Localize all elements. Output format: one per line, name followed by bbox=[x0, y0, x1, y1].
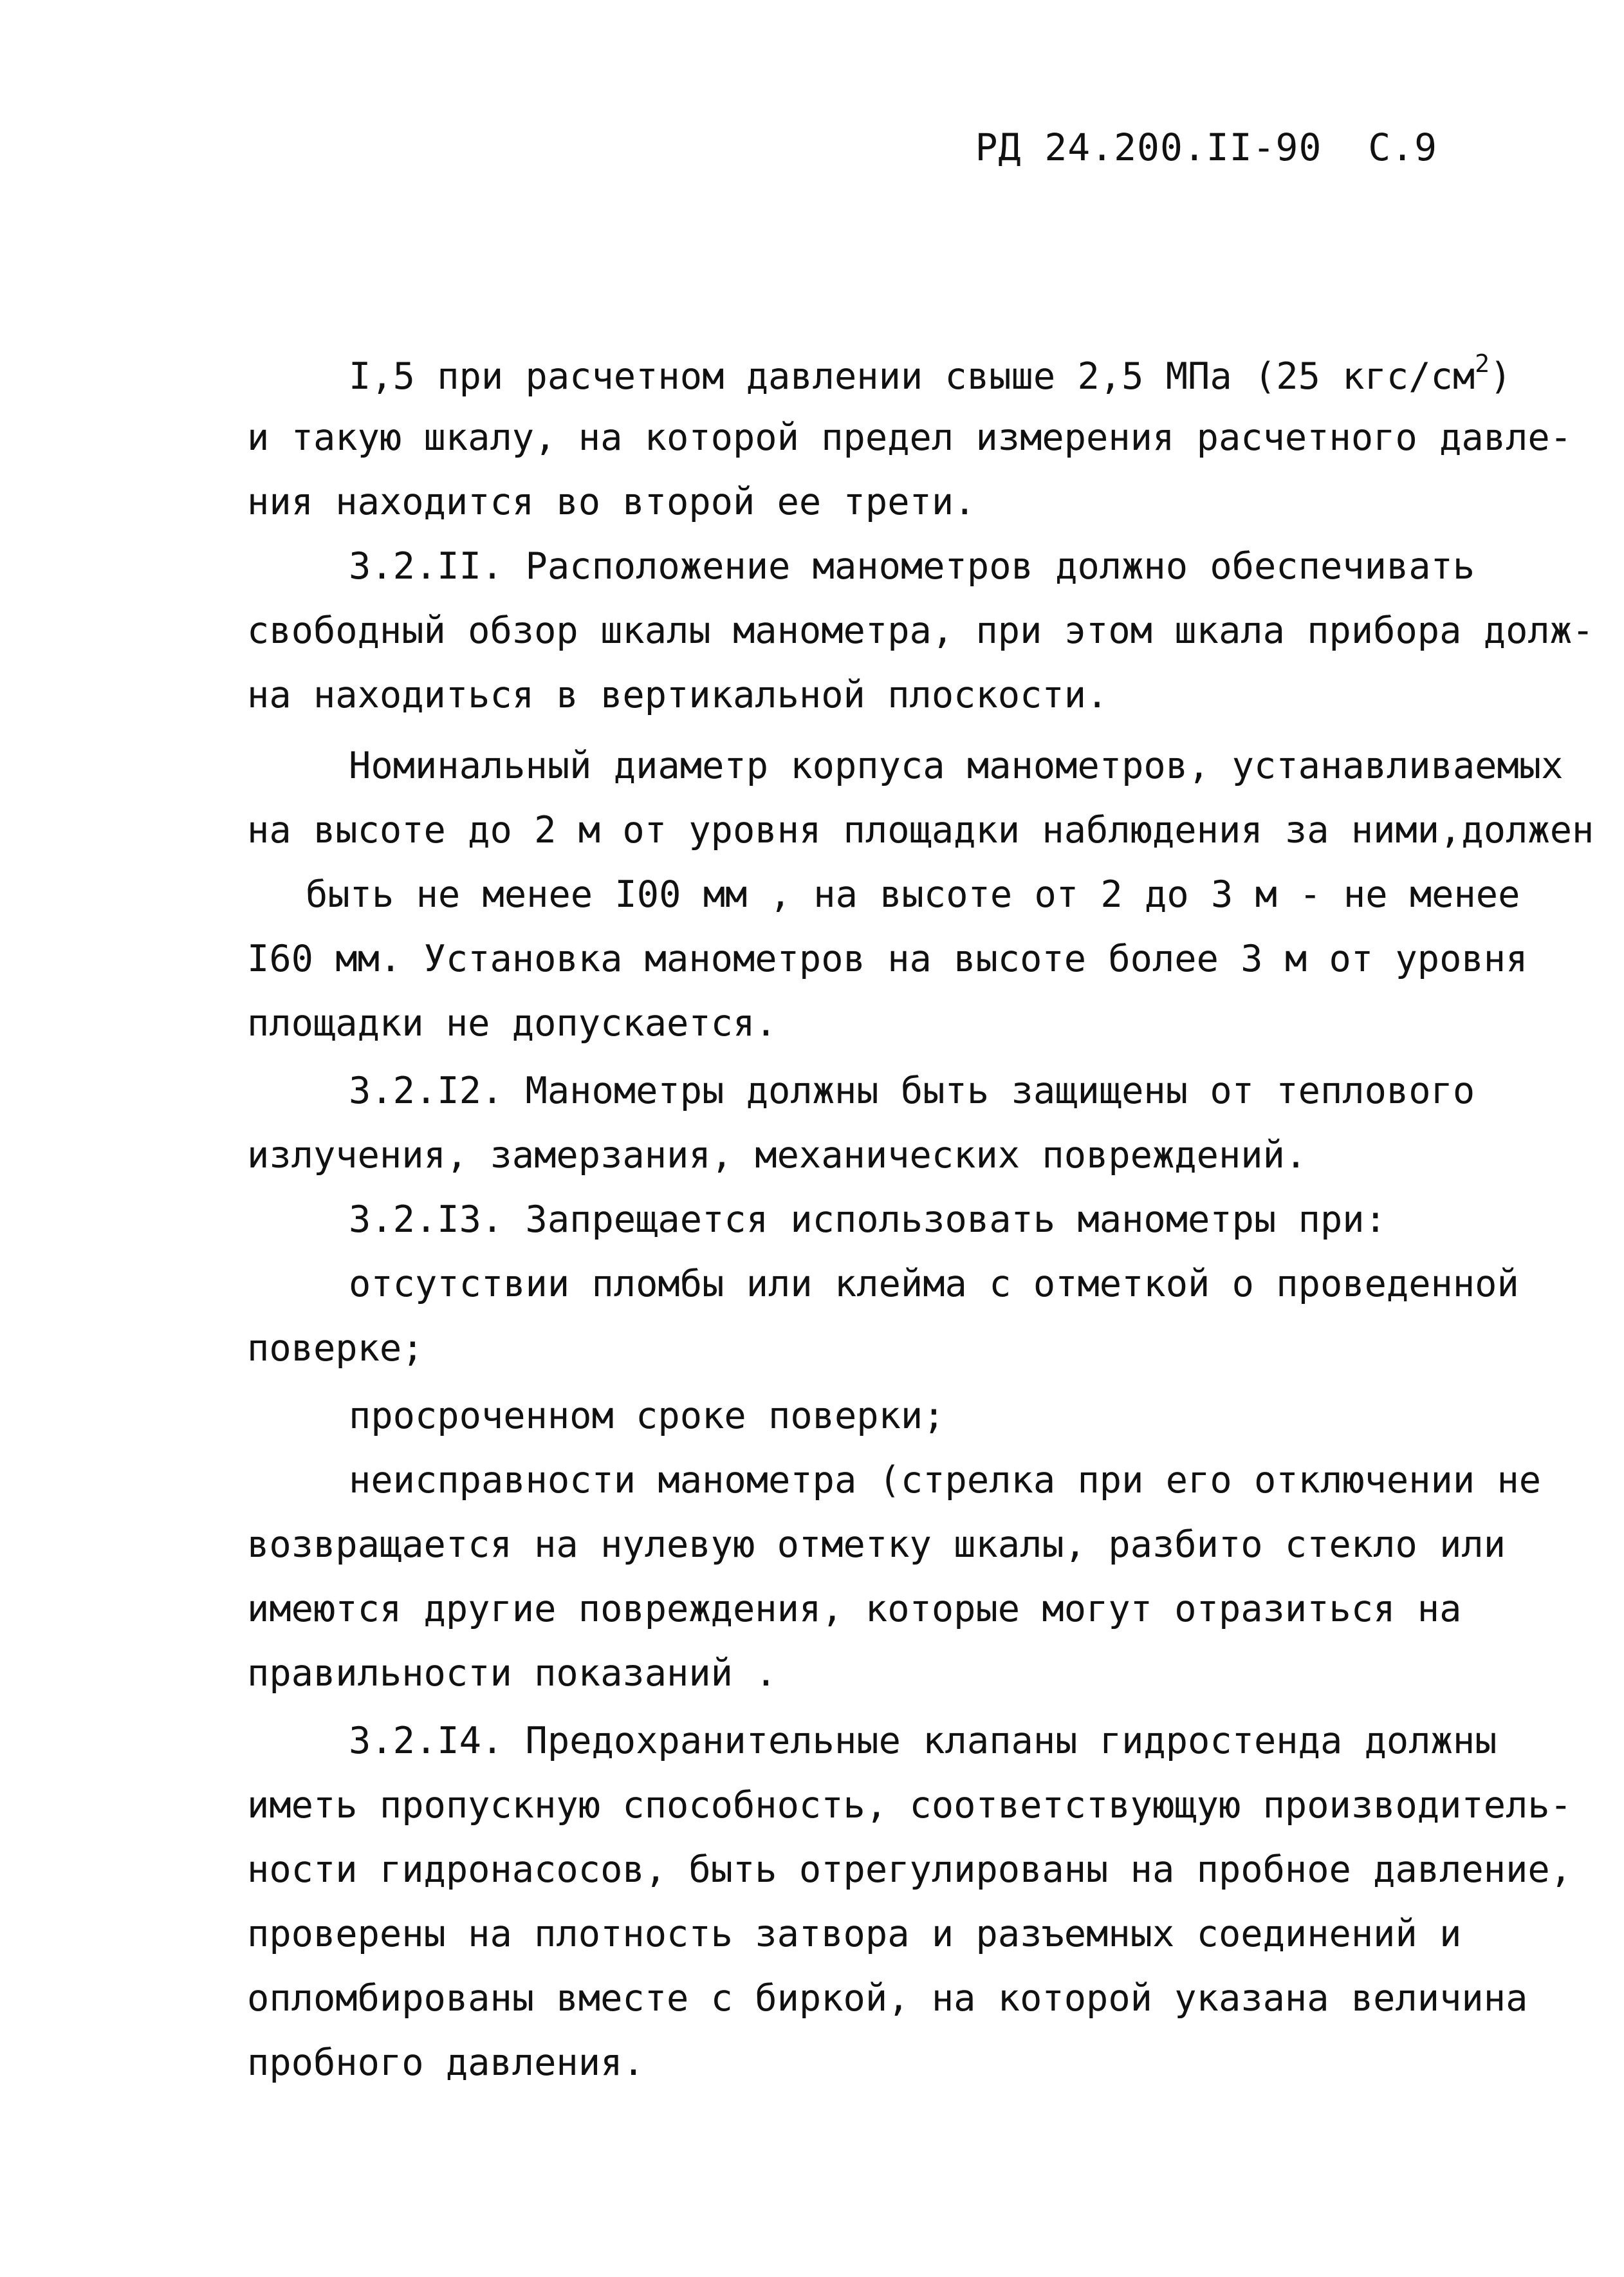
text-line-9: быть не менее I00 мм , на высоте от 2 до 3 м - не менее bbox=[306, 873, 1520, 916]
text-line-26: опломбированы вместе с биркой, на которой указана величина bbox=[247, 1977, 1528, 2020]
text-line-25: проверены на плотность затвора и разъемных соединений и bbox=[247, 1913, 1462, 1955]
text-line-17: просроченном сроке поверки; bbox=[349, 1395, 945, 1437]
page-number: С.9 bbox=[1368, 125, 1437, 169]
text-line-27: пробного давления. bbox=[247, 2041, 645, 2084]
page-header bbox=[975, 125, 1437, 169]
text-line-23: иметь пропускную способность, соответствующую производитель- bbox=[247, 1784, 1573, 1826]
text-line-2: и такую шкалу, на которой предел измерения расчетного давле- bbox=[247, 416, 1573, 459]
text-line-12: 3.2.I2. Манометры должны быть защищены от теплового bbox=[349, 1070, 1475, 1112]
text-line-24: ности гидронасосов, быть отрегулированы на пробное давление, bbox=[247, 1848, 1573, 1891]
text-line-21: правильности показаний . bbox=[247, 1652, 777, 1695]
text-line-11: площадки не допускается. bbox=[247, 1002, 777, 1045]
text-line-8: на высоте до 2 м от уровня площадки наблюдения за ними,должен bbox=[247, 809, 1594, 851]
text-line-1: I,5 при расчетном давлении свыше 2,5 МПа (25 кгс/$см^2$) bbox=[349, 349, 1512, 398]
text-line-10: I60 мм. Установка манометров на высоте более 3 м от уровня bbox=[247, 938, 1528, 980]
text-line-20: имеются другие повреждения, которые могут отразиться на bbox=[247, 1588, 1462, 1630]
document-code: РД 24.200.II-90 bbox=[975, 125, 1322, 169]
text-line-19: возвращается на нулевую отметку шкалы, разбито стекло или bbox=[247, 1523, 1506, 1566]
text-line-15: отсутствии пломбы или клейма с отметкой о проведенной bbox=[349, 1263, 1519, 1305]
superscript-2: 2 bbox=[1475, 349, 1490, 378]
text-line-4: 3.2.II. Расположение манометров должно обеспечивать bbox=[349, 545, 1475, 588]
text-line-18: неисправности манометра (стрелка при его отключении не bbox=[349, 1459, 1542, 1501]
text-line-14: 3.2.I3. Запрещается использовать манометры при: bbox=[349, 1198, 1387, 1241]
text-line-22: 3.2.I4. Предохранительные клапаны гидростенда должны bbox=[349, 1720, 1497, 1762]
text-line-5: свободный обзор шкалы манометра, при этом шкала прибора долж- bbox=[247, 609, 1594, 652]
text-line-6: на находиться в вертикальной плоскости. bbox=[247, 674, 1109, 716]
text-line-13: излучения, замерзания, механических повреждений. bbox=[247, 1134, 1307, 1176]
text-line-7: Номинальный диаметр корпуса манометров, устанавливаемых bbox=[349, 745, 1564, 787]
text-line-3: ния находится во второй ее трети. bbox=[247, 481, 976, 523]
text-line-16: поверке; bbox=[247, 1327, 424, 1370]
